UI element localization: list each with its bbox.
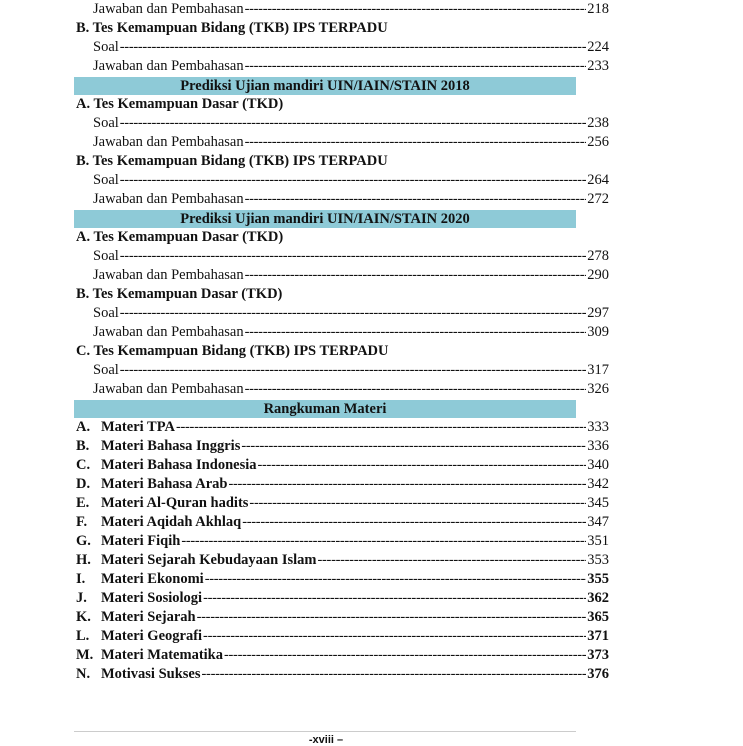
toc-entry-label: Soal: [93, 172, 119, 188]
toc-page-number: 340: [587, 457, 609, 473]
toc-entry-label: Jawaban dan Pembahasan: [93, 134, 244, 150]
toc-item-letter: L.: [76, 628, 90, 644]
toc-entry-label: Materi Al-Quran hadits: [101, 495, 249, 511]
leader-dashes: [205, 570, 587, 589]
section-heading: A. Tes Kemampuan Dasar (TKD): [76, 96, 284, 112]
toc-item-letter: A.: [76, 419, 91, 435]
toc-entry-label: Materi Bahasa Inggris: [101, 438, 241, 454]
toc-page-number: 224: [587, 39, 609, 55]
toc-page-number: 233: [587, 58, 609, 74]
toc-page-number: 351: [587, 533, 609, 549]
toc-entry: [74, 0, 609, 19]
section-banner: Prediksi Ujian mandiri UIN/IAIN/STAIN 2018: [74, 77, 576, 95]
toc-item-letter: J.: [76, 590, 87, 606]
toc-entry-label: Materi Bahasa Arab: [101, 476, 228, 492]
leader-dashes: [245, 133, 587, 152]
toc-item: [74, 665, 609, 684]
toc-entry-label: Materi Bahasa Indonesia: [101, 457, 257, 473]
section-banner: Prediksi Ujian mandiri UIN/IAIN/STAIN 2020: [74, 210, 576, 228]
toc-entry-label: Soal: [93, 305, 119, 321]
leader-dashes: [120, 361, 586, 380]
leader-dashes: [203, 627, 586, 646]
toc-entry: [74, 190, 609, 209]
toc-item-letter: H.: [76, 552, 91, 568]
toc-page-number: 238: [587, 115, 609, 131]
toc-page-number: 371: [587, 628, 609, 644]
toc-item-letter: F.: [76, 514, 88, 530]
toc-entry-label: Soal: [93, 362, 119, 378]
leader-dashes: [245, 190, 587, 209]
toc-item: [74, 551, 609, 570]
leader-dashes: [249, 494, 586, 513]
toc-entry-label: Materi Aqidah Akhlaq: [101, 514, 242, 530]
toc-item: [74, 418, 609, 437]
toc-page-number: 297: [587, 305, 609, 321]
toc-entry-label: Jawaban dan Pembahasan: [93, 191, 244, 207]
toc-page-number: 278: [587, 248, 609, 264]
section-banner: Rangkuman Materi: [74, 400, 576, 418]
toc-item: [74, 475, 609, 494]
toc-page-number: 376: [587, 666, 609, 682]
toc-item: [74, 513, 609, 532]
toc-entry-label: Soal: [93, 248, 119, 264]
toc-page-number: 333: [587, 419, 609, 435]
table-of-contents: [74, 0, 609, 684]
toc-page-number: 353: [587, 552, 609, 568]
toc-entry: [74, 133, 609, 152]
toc-page-number: 256: [587, 134, 609, 150]
leader-dashes: [120, 171, 586, 190]
toc-entry-label: Soal: [93, 115, 119, 131]
leader-dashes: [176, 418, 586, 437]
toc-page-number: 373: [587, 647, 609, 663]
leader-dashes: [242, 513, 586, 532]
toc-item: [74, 627, 609, 646]
toc-page-number: 342: [587, 476, 609, 492]
leader-dashes: [120, 304, 586, 323]
toc-entry-label: Materi Ekonomi: [101, 571, 204, 587]
toc-entry: [74, 323, 609, 342]
toc-page-number: 355: [587, 571, 609, 587]
toc-entry-label: Jawaban dan Pembahasan: [93, 381, 244, 397]
leader-dashes: [245, 380, 587, 399]
toc-item: [74, 494, 609, 513]
toc-page-number: 309: [587, 324, 609, 340]
toc-entry-label: Soal: [93, 39, 119, 55]
toc-page-number: 347: [587, 514, 609, 530]
leader-dashes: [197, 608, 587, 627]
toc-page-number: 362: [587, 590, 609, 606]
toc-page-number: 290: [587, 267, 609, 283]
section-heading: C. Tes Kemampuan Bidang (TKB) IPS TERPADU: [76, 343, 389, 359]
leader-dashes: [202, 665, 587, 684]
toc-page-number: 218: [587, 1, 609, 17]
toc-entry-label: Jawaban dan Pembahasan: [93, 1, 244, 17]
leader-dashes: [245, 323, 587, 342]
toc-entry-label: Materi Geografi: [101, 628, 203, 644]
leader-dashes: [258, 456, 587, 475]
toc-item: [74, 437, 609, 456]
leader-dashes: [120, 114, 586, 133]
toc-page-number: 264: [587, 172, 609, 188]
toc-page-number: 326: [587, 381, 609, 397]
toc-entry: [74, 304, 609, 323]
leader-dashes: [224, 646, 586, 665]
toc-item-letter: E.: [76, 495, 90, 511]
toc-entry-label: Jawaban dan Pembahasan: [93, 58, 244, 74]
leader-dashes: [120, 38, 586, 57]
toc-item-letter: M.: [76, 647, 94, 663]
toc-entry: [74, 114, 609, 133]
toc-item-letter: B.: [76, 438, 90, 454]
toc-item: [74, 532, 609, 551]
toc-entry: [74, 57, 609, 76]
toc-entry: [74, 247, 609, 266]
toc-entry-label: Materi Fiqih: [101, 533, 181, 549]
leader-dashes: [203, 589, 586, 608]
toc-item-letter: K.: [76, 609, 91, 625]
toc-entry: [74, 380, 609, 399]
toc-entry: [74, 361, 609, 380]
toc-page-number: 345: [587, 495, 609, 511]
section-heading: B. Tes Kemampuan Bidang (TKB) IPS TERPADU: [76, 20, 388, 36]
toc-item: [74, 608, 609, 627]
toc-entry-label: Materi Sejarah Kebudayaan Islam: [101, 552, 317, 568]
toc-entry-label: Motivasi Sukses: [101, 666, 201, 682]
toc-item-letter: G.: [76, 533, 91, 549]
footer-divider: [74, 731, 576, 732]
toc-item: [74, 570, 609, 589]
toc-item-letter: C.: [76, 457, 91, 473]
page-number: -xviii –: [308, 734, 344, 746]
toc-page-number: 317: [587, 362, 609, 378]
section-heading: A. Tes Kemampuan Dasar (TKD): [76, 229, 284, 245]
toc-entry: [74, 171, 609, 190]
toc-entry: [74, 266, 609, 285]
leader-dashes: [245, 266, 587, 285]
leader-dashes: [241, 437, 586, 456]
toc-entry-label: Materi Sejarah: [101, 609, 196, 625]
toc-entry: [74, 38, 609, 57]
leader-dashes: [317, 551, 586, 570]
leader-dashes: [245, 0, 587, 19]
toc-item: [74, 646, 609, 665]
leader-dashes: [228, 475, 586, 494]
toc-page-number: 336: [587, 438, 609, 454]
toc-entry-label: Jawaban dan Pembahasan: [93, 267, 244, 283]
toc-entry-label: Materi Sosiologi: [101, 590, 203, 606]
toc-item-letter: D.: [76, 476, 91, 492]
section-heading: B. Tes Kemampuan Dasar (TKD): [76, 286, 283, 302]
toc-item-letter: N.: [76, 666, 91, 682]
toc-item: [74, 589, 609, 608]
leader-dashes: [181, 532, 586, 551]
section-heading: B. Tes Kemampuan Bidang (TKB) IPS TERPADU: [76, 153, 388, 169]
leader-dashes: [120, 247, 586, 266]
toc-item: [74, 456, 609, 475]
toc-item-letter: I.: [76, 571, 86, 587]
toc-page-number: 365: [587, 609, 609, 625]
toc-entry-label: Materi Matematika: [101, 647, 223, 663]
toc-entry-label: Materi TPA: [101, 419, 175, 435]
leader-dashes: [245, 57, 587, 76]
toc-entry-label: Jawaban dan Pembahasan: [93, 324, 244, 340]
toc-page-number: 272: [587, 191, 609, 207]
